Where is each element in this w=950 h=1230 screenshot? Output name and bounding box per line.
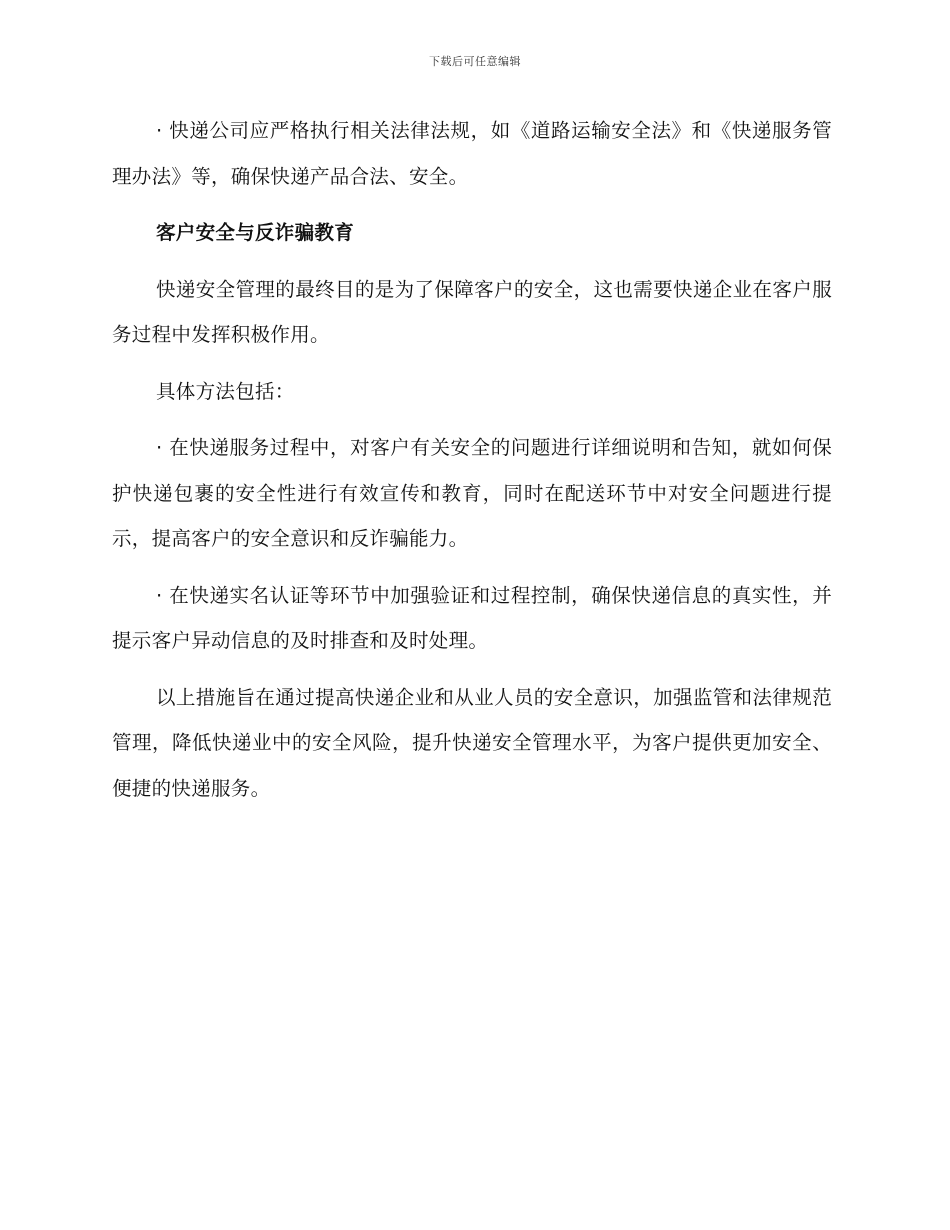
bullet-paragraph-customer-education: · 在快递服务过程中，对客户有关安全的问题进行详细说明和告知，就如何保护快递包裹的安全性进行有效宣传和教育，同时在配送环节中对安全问题进行提示，提高客户的安全意识和反诈骗能力。 [112,436,832,550]
document-body [112,108,832,822]
page-header: 下载后可任意编辑 [429,55,521,68]
paragraph-methods-intro: 具体方法包括： [156,379,295,403]
section-heading: 客户安全与反诈骗教育 [156,221,355,244]
paragraph-conclusion: 以上措施旨在通过提高快递企业和从业人员的安全意识，加强监管和法律规范管理，降低快递业中的安全风险，提升快递安全管理水平，为客户提供更加安全、便捷的快递服务。 [112,685,832,800]
bullet-paragraph-legal-compliance: · 快递公司应严格执行相关法律法规，如《道路运输安全法》和《快递服务管理办法》等，确保快递产品合法、安全。 [112,119,832,188]
paragraph-goal: 快递安全管理的最终目的是为了保障客户的安全，这也需要快递企业在客户服务过程中发挥积极作用。 [112,277,832,346]
bullet-paragraph-real-name-verification: · 在快递实名认证等环节中加强验证和过程控制，确保快递信息的真实性，并提示客户异动信息的及时排查和及时处理。 [112,583,832,652]
